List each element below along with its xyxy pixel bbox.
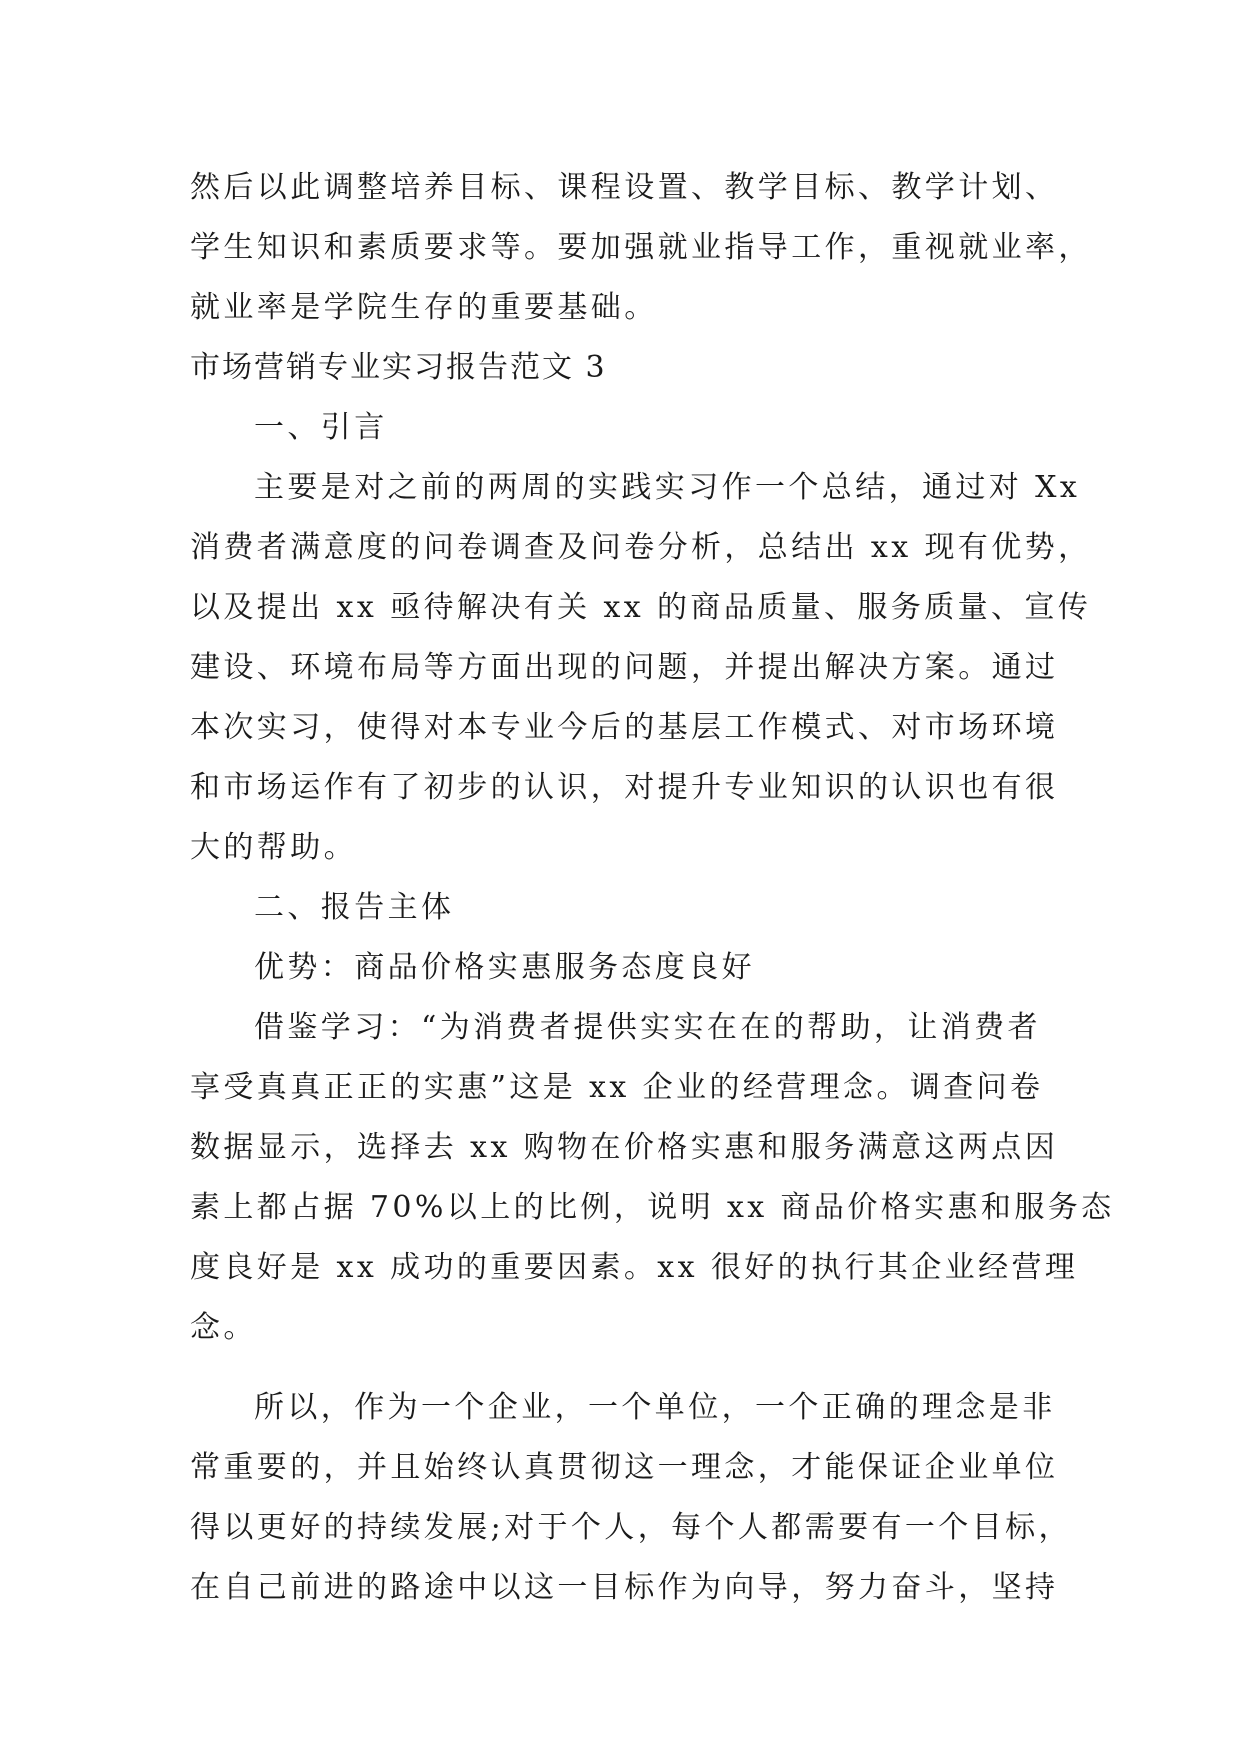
body-line: 然后以此调整培养目标、课程设置、教学目标、教学计划、 <box>190 170 1059 205</box>
body-line: 就业率是学院生存的重要基础。 <box>190 290 658 325</box>
body-line: 本次实习，使得对本专业今后的基层工作模式、对市场环境 <box>190 710 1059 745</box>
body-line: 素上都占据 70%以上的比例，说明 xx 商品价格实惠和服务态 <box>190 1190 1115 1225</box>
subheading-introduction: 一、引言 <box>254 410 388 445</box>
body-line: 度良好是 xx 成功的重要因素。xx 很好的执行其企业经营理 <box>190 1250 1079 1285</box>
body-line: 建设、环境布局等方面出现的问题，并提出解决方案。通过 <box>190 650 1059 685</box>
section-title: 市场营销专业实习报告范文 3 <box>190 350 607 385</box>
body-line: 所以，作为一个企业，一个单位，一个正确的理念是非 <box>254 1390 1056 1425</box>
paragraph-gap <box>190 1358 1060 1378</box>
body-line: 得以更好的持续发展;对于个人，每个人都需要有一个目标， <box>190 1510 1072 1545</box>
subheading-report-body: 二、报告主体 <box>254 890 455 925</box>
body-line: 常重要的，并且始终认真贯彻这一理念，才能保证企业单位 <box>190 1450 1059 1485</box>
body-line: 大的帮助。 <box>190 830 357 865</box>
body-line: 主要是对之前的两周的实践实习作一个总结，通过对 Xx <box>254 470 1081 505</box>
body-line: 和市场运作有了初步的认识，对提升专业知识的认识也有很 <box>190 770 1059 805</box>
document-body <box>190 158 1115 1618</box>
body-line: 消费者满意度的问卷调查及问卷分析，总结出 xx 现有优势， <box>190 530 1092 565</box>
body-line: 念。 <box>190 1310 257 1345</box>
body-line: 在自己前进的路途中以这一目标作为向导，努力奋斗，坚持 <box>190 1570 1059 1605</box>
body-line: 以及提出 xx 亟待解决有关 xx 的商品质量、服务质量、宣传 <box>190 590 1092 625</box>
body-line: 数据显示，选择去 xx 购物在价格实惠和服务满意这两点因 <box>190 1130 1059 1165</box>
body-line: 优势：商品价格实惠服务态度良好 <box>254 950 755 985</box>
body-line: 学生知识和素质要求等。要加强就业指导工作，重视就业率， <box>190 230 1092 265</box>
body-line: 享受真真正正的实惠”这是 xx 企业的经营理念。调查问卷 <box>190 1070 1044 1105</box>
body-line: 借鉴学习：“为消费者提供实实在在的帮助，让消费者 <box>254 1010 1041 1045</box>
